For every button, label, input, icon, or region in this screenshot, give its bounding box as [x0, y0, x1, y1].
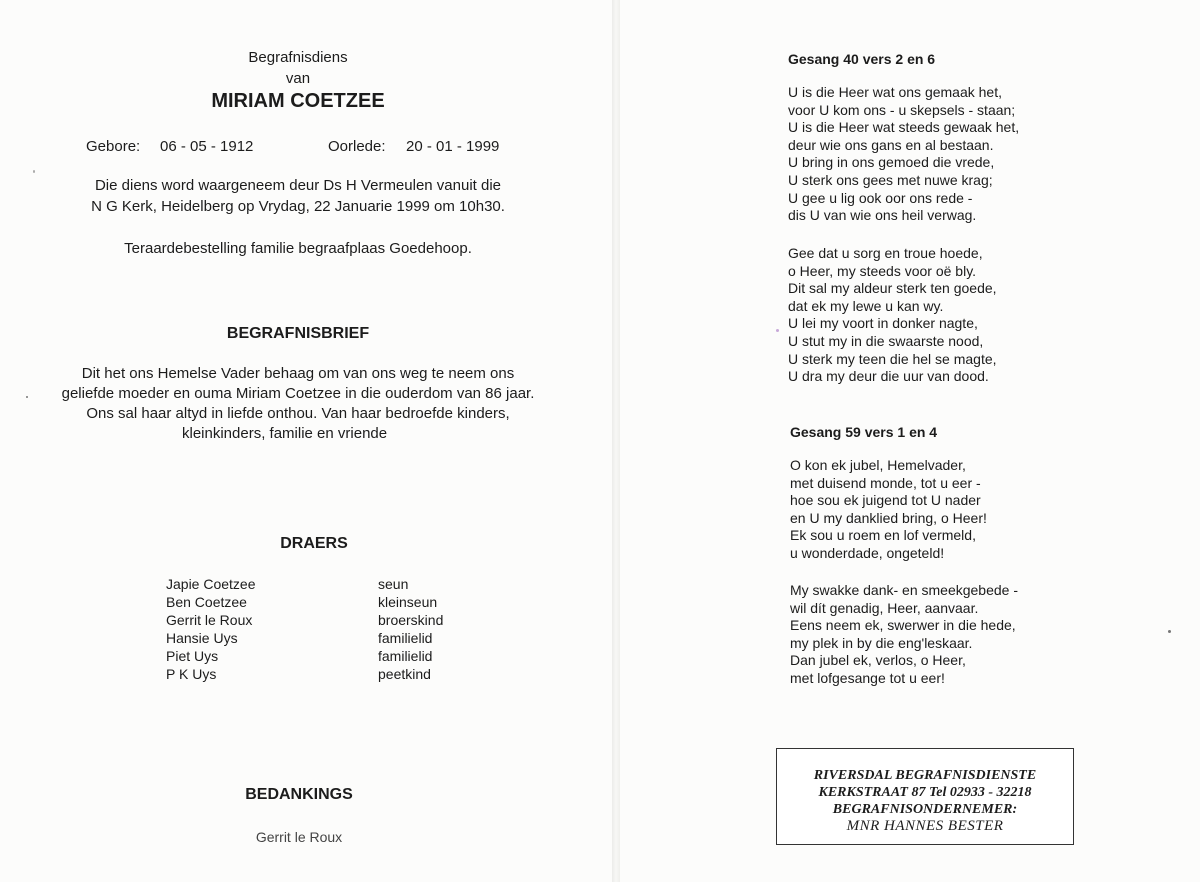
verse-line: Ek sou u roem en lof vermeld, [790, 527, 976, 544]
hymn-2-stanza-2 [790, 582, 1018, 688]
letter-line: geliefde moeder en ouma Miriam Coetzee in die ouderdom van 86 jaar. [61, 385, 535, 402]
thanks-name: Gerrit le Roux [255, 829, 343, 845]
verse-line: Dan jubel ek, verlos, o Heer, [790, 652, 966, 669]
born-label: Gebore: [86, 138, 141, 155]
stamp-company: RIVERSDAL BEGRAFNISDIENSTE [813, 768, 1037, 783]
thanks-heading: BEDANKINGS [245, 786, 353, 803]
verse-line: U sterk my teen die hel se magte, [788, 350, 997, 367]
hymn-1-title: Gesang 40 vers 2 en 6 [788, 51, 936, 67]
letter-line: kleinkinders, familie en vriende [182, 425, 388, 442]
verse-line: dis U van wie ons heil verwag. [788, 207, 977, 224]
service-line-2: N G Kerk, Heidelberg op Vrydag, 22 Januarie 1999 om 10h30. [91, 198, 505, 215]
hymn-1-stanza-1 [788, 84, 1019, 225]
verse-line: U is die Heer wat steeds gewaak het, [788, 119, 1020, 136]
letter-line: Dit het ons Hemelse Vader behaag om van ons weg te neem ons [81, 365, 515, 382]
died-date: 20 - 01 - 1999 [406, 138, 500, 155]
service-line-1: Die diens word waargeneem deur Ds H Vermeulen vanuit die [94, 177, 502, 194]
letter-heading: BEGRAFNISBRIEF [226, 325, 370, 342]
verse-line: my plek in by die eng'leskaar. [790, 634, 973, 651]
bearer-relation: broerskind [378, 612, 444, 628]
scan-speck [776, 329, 779, 332]
bearer-name: P K Uys [166, 666, 217, 682]
verse-line: Eens neem ek, swerwer in die hede, [790, 617, 1016, 634]
bearer-name: Gerrit le Roux [166, 612, 253, 628]
died-label: Oorlede: [328, 138, 386, 155]
verse-line: wil dít genadig, Heer, aanvaar. [790, 599, 979, 616]
stamp-address: KERKSTRAAT 87 Tel 02933 - 32218 [818, 785, 1032, 800]
stamp-undertaker: MNR HANNES BESTER [846, 818, 1004, 834]
verse-line: My swakke dank- en smeekgebede - [790, 582, 1018, 598]
deceased-name: MIRIAM COETZEE [211, 90, 385, 112]
verse-line: u wonderdade, ongeteld! [790, 544, 945, 561]
hymn-2-title: Gesang 59 vers 1 en 4 [790, 424, 938, 440]
born-date: 06 - 05 - 1912 [160, 138, 254, 155]
verse-line: O kon ek jubel, Hemelvader, [790, 457, 966, 473]
verse-line: U is die Heer wat ons gemaak het, [788, 84, 1002, 100]
verse-line: U lei my voort in donker nagte, [788, 315, 978, 332]
scan-speck [26, 396, 28, 398]
bearer-name: Japie Coetzee [166, 576, 256, 592]
bearer-name: Hansie Uys [166, 630, 238, 646]
hymn-2-stanza-1 [790, 457, 987, 563]
service-label: Begrafnisdiens [248, 49, 348, 66]
verse-line: U bring in ons gemoed die vrede, [788, 154, 995, 171]
letter-line: Ons sal haar altyd in liefde onthou. Van haar bedroefde kinders, [86, 405, 510, 422]
verse-line: met duisend monde, tot u eer - [790, 474, 981, 491]
bearers-heading: DRAERS [280, 535, 348, 552]
bearer-relation: familielid [378, 630, 433, 646]
verse-line: U stut my in die swaarste nood, [788, 332, 984, 349]
burial-note: Teraardebestelling familie begraafplaas Goedehoop. [124, 240, 472, 257]
bearer-relation: peetkind [378, 666, 431, 682]
bearer-relation: seun [378, 576, 409, 592]
verse-line: U sterk ons gees met nuwe krag; [788, 171, 993, 188]
verse-line: hoe sou ek juigend tot U nader [790, 492, 981, 509]
bearer-name: Ben Coetzee [166, 594, 247, 610]
verse-line: Dit sal my aldeur sterk ten goede, [788, 280, 997, 297]
page-fold [612, 0, 620, 882]
stamp-role: BEGRAFNISONDERNEMER: [832, 802, 1018, 817]
verse-line: voor U kom ons - u skepsels - staan; [788, 101, 1016, 118]
of-label: van [285, 70, 311, 87]
verse-line: met lofgesange tot u eer! [790, 669, 945, 686]
scan-speck [1168, 630, 1171, 633]
verse-line: en U my danklied bring, o Heer! [790, 509, 987, 526]
funeral-home-stamp [776, 748, 1074, 845]
verse-line: deur wie ons gans en al bestaan. [788, 136, 994, 153]
verse-line: Gee dat u sorg en troue hoede, [788, 245, 983, 261]
hymn-1-stanza-2 [788, 245, 997, 386]
bearer-relation: kleinseun [378, 594, 438, 610]
verse-line: o Heer, my steeds voor oë bly. [788, 262, 977, 279]
verse-line: dat ek my lewe u kan wy. [788, 297, 944, 314]
verse-line: U gee u lig ook oor ons rede - [788, 189, 973, 206]
bearer-name: Piet Uys [166, 648, 219, 664]
bearer-relation: familielid [378, 648, 433, 664]
verse-line: U dra my deur die uur van dood. [788, 368, 989, 385]
scan-speck [33, 170, 35, 173]
